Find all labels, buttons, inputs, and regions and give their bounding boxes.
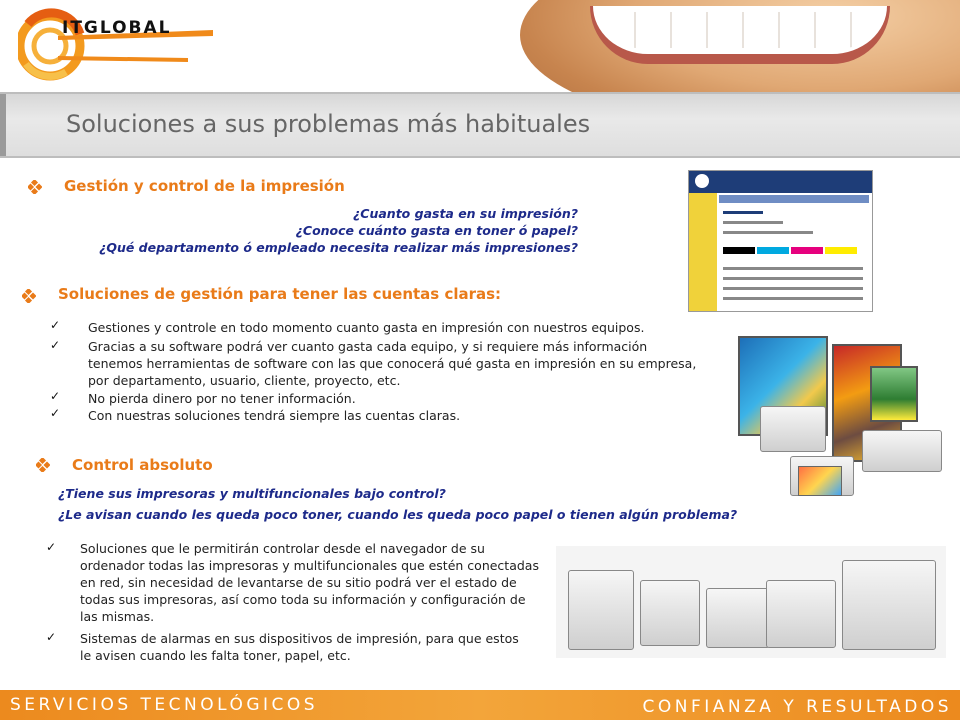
question-5: ¿Le avisan cuando les queda poco toner, cuando les queda poco papel o tienen algún problema? [58,507,738,522]
header [0,0,960,92]
title-band [0,92,960,158]
title-accent [0,94,6,156]
software-screenshot-image [688,170,873,312]
checkmark-icon: ✓ [46,630,57,644]
solution-item-4: Con nuestras soluciones tendrá siempre las cuentas claras. [88,408,461,423]
question-1: ¿Cuanto gasta en su impresión? [353,206,578,221]
diamond-bullet-icon [28,180,42,194]
section-heading-soluciones: Soluciones de gestión para tener las cuentas claras: [58,285,502,303]
control-item-1: Soluciones que le permitirán controlar desde el navegador de su ordenador todas las impresoras y multifuncionales que estén conectadas en red, sin necesidad de levantarse de su sitio podrá ver el estado de todas sus impresoras, así como toda su información y configuración de las mismas. [80,541,539,624]
checkmark-icon: ✓ [50,338,61,352]
footer-left-text: SERVICIOS TECNOLÓGICOS [10,695,319,715]
question-2: ¿Conoce cuánto gasta en toner ó papel? [295,223,578,238]
solution-item-2: Gracias a su software podrá ver cuanto gasta cada equipo, y si requiere más información tenemos herramientas de software con las que conocerá qué gasta en impresión en su empresa, por departamento, usuario, cliente, proyecto, etc. [88,339,697,388]
diamond-bullet-icon [36,458,50,472]
footer-bar [0,690,960,720]
printers-image [720,326,950,516]
solution-item-1: Gestiones y controle en todo momento cuanto gasta en impresión con nuestros equipos. [88,320,645,335]
logo-text: ITGLOBAL [62,18,172,38]
page-title: Soluciones a sus problemas más habituales [66,110,591,138]
section-heading-gestion: Gestión y control de la impresión [64,177,345,195]
checkmark-icon: ✓ [50,318,61,332]
printer-lineup-image [556,546,946,658]
diamond-bullet-icon [22,289,36,303]
question-3: ¿Qué departamento ó empleado necesita realizar más impresiones? [99,240,578,255]
checkmark-icon: ✓ [50,406,61,420]
teeth-image [600,12,880,48]
control-item-2: Sistemas de alarmas en sus dispositivos de impresión, para que estos le avisen cuando les falta toner, papel, etc. [80,631,519,663]
section-heading-control: Control absoluto [72,456,213,474]
checkmark-icon: ✓ [46,540,57,554]
checkmark-icon: ✓ [50,389,61,403]
solution-item-3: No pierda dinero por no tener información. [88,391,356,406]
question-4: ¿Tiene sus impresoras y multifuncionales bajo control? [58,486,446,501]
footer-right-text: CONFIANZA Y RESULTADOS [642,697,952,717]
